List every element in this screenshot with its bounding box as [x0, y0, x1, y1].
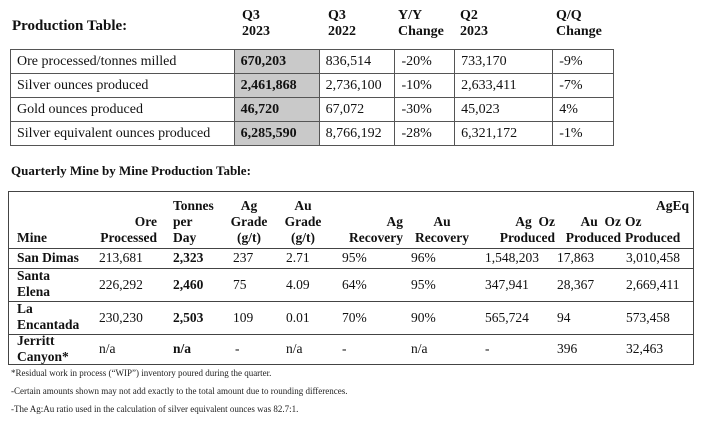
production-table — [8, 4, 620, 141]
mine-name — [17, 301, 79, 333]
table-row — [11, 98, 614, 122]
ageq-oz-produced-value: 573,458 — [626, 310, 670, 325]
au-oz-produced-value: 28,367 — [557, 277, 595, 292]
header-q2-l2: 2023 — [460, 24, 488, 39]
mine-name-l1: Jerritt — [17, 333, 55, 348]
header-ore-l1: Ore — [134, 214, 157, 229]
q3-2023-value: 46,720 — [234, 98, 319, 122]
yy-change-value: -30% — [395, 98, 455, 122]
q3-2023-value: 2,461,868 — [234, 74, 319, 98]
footnote-ratio: -The Ag:Au ratio used in the calculation of silver equivalent ounces was 82.7:1. — [11, 404, 299, 414]
ag-oz-produced-value: 1,548,203 — [485, 250, 539, 265]
mine-name-l2: Elena — [17, 284, 51, 299]
qq-change-value: -1% — [553, 122, 614, 146]
header-ageq-l1: AgEq — [655, 198, 689, 213]
mine-name-l1: San Dimas — [17, 250, 79, 265]
ageq-oz-produced-value: 2,669,411 — [626, 277, 680, 292]
header-q3-2023-l2: 2023 — [242, 24, 270, 39]
header-ageq-l2: Oz — [625, 214, 642, 229]
au-grade-value: 4.09 — [286, 277, 310, 292]
yy-change-value: -28% — [395, 122, 455, 146]
header-ag-rec-l1: Ag — [386, 214, 403, 229]
ag-oz-produced-value: - — [485, 341, 490, 356]
tonnes-per-day-value: 2,460 — [173, 277, 204, 292]
header-tpd-l3: Day — [173, 230, 197, 245]
q3-2022-value: 8,766,192 — [319, 122, 395, 146]
q2-2023-value: 733,170 — [455, 50, 553, 74]
header-au-grade — [283, 198, 323, 246]
tonnes-per-day-value: 2,323 — [173, 250, 204, 265]
au-recovery-value: n/a — [411, 341, 428, 356]
yy-change-value: -10% — [395, 74, 455, 98]
au-grade-value: 0.01 — [286, 310, 310, 325]
ore-processed-value: 226,292 — [99, 277, 143, 292]
header-q3-2023 — [242, 8, 270, 40]
qq-change-value: -7% — [553, 74, 614, 98]
header-tpd-l2: per — [173, 214, 193, 229]
q3-2023-value: 6,285,590 — [234, 122, 319, 146]
mine-name — [17, 268, 50, 300]
ageq-oz-produced-value: 32,463 — [626, 341, 664, 356]
ag-recovery-value: 64% — [342, 277, 367, 292]
ag-grade-value: 109 — [233, 310, 254, 325]
ag-grade-value: 75 — [233, 277, 247, 292]
header-q3-2022 — [328, 8, 356, 40]
q3-2022-value: 67,072 — [319, 98, 395, 122]
mine-name-l2: Canyon* — [17, 349, 69, 364]
qq-change-value: 4% — [553, 98, 614, 122]
header-mine-text: Mine — [17, 230, 47, 245]
header-ageq-l3: Produced — [625, 230, 681, 245]
mine-name — [17, 333, 69, 365]
header-qq-change — [556, 8, 602, 40]
tonnes-per-day-value: 2,503 — [173, 310, 204, 325]
qq-change-value: -9% — [553, 50, 614, 74]
row-label: Gold ounces produced — [11, 98, 235, 122]
header-au-recovery — [409, 214, 475, 246]
ore-processed-value: 213,681 — [99, 250, 143, 265]
ore-processed-value: n/a — [99, 341, 116, 356]
table-row — [11, 50, 614, 74]
header-q3-2023-l1: Q3 — [242, 8, 260, 23]
table-row — [9, 301, 693, 335]
header-ag-oz-l2: Produced — [499, 230, 555, 245]
q3-2022-value: 836,514 — [319, 50, 395, 74]
header-ag-rec-l2: Recovery — [349, 230, 403, 245]
header-yy-l2: Change — [398, 24, 444, 39]
mine-table-title: Quarterly Mine by Mine Production Table: — [11, 163, 251, 178]
ag-recovery-value: 95% — [342, 250, 367, 265]
au-oz-produced-value: 17,863 — [557, 250, 595, 265]
ag-recovery-value: - — [342, 341, 347, 356]
header-au-oz-l2: Produced — [565, 230, 621, 245]
header-yy-l1: Y/Y — [398, 8, 423, 23]
header-au-grade-l1: Au — [294, 198, 312, 213]
header-ag-recovery — [339, 214, 403, 246]
ag-recovery-value: 70% — [342, 310, 367, 325]
production-table-header — [8, 4, 620, 44]
mine-production-table — [8, 191, 694, 365]
row-label: Silver equivalent ounces produced — [11, 122, 235, 146]
footnote-rounding: -Certain amounts shown may not add exactly to the total amount due to rounding differences. — [11, 386, 348, 396]
table-row — [11, 122, 614, 146]
header-au-grade-l3: (g/t) — [291, 230, 315, 245]
table-row — [9, 268, 693, 302]
header-ore-l2: Processed — [100, 230, 157, 245]
header-au-rec-l2: Recovery — [415, 230, 469, 245]
ag-grade-value: - — [235, 341, 240, 356]
header-q3-2022-l2: 2022 — [328, 24, 356, 39]
header-ag-oz-l1: Ag Oz — [515, 214, 555, 229]
header-q2-l1: Q2 — [460, 8, 478, 23]
header-q2-2023 — [460, 8, 488, 40]
q3-2023-value: 670,203 — [234, 50, 319, 74]
production-table-title: Production Table: — [12, 18, 128, 34]
table-row — [9, 248, 693, 269]
mine-name-l2: Encantada — [17, 317, 80, 332]
yy-change-value: -20% — [395, 50, 455, 74]
production-grid — [10, 49, 614, 146]
mine-name-l1: Santa — [17, 268, 51, 283]
row-label: Silver ounces produced — [11, 74, 235, 98]
mine-table-header — [9, 192, 693, 249]
au-recovery-value: 96% — [411, 250, 436, 265]
ageq-oz-produced-value: 3,010,458 — [626, 250, 680, 265]
au-grade-value: 2.71 — [286, 250, 310, 265]
row-label: Ore processed/tonnes milled — [11, 50, 235, 74]
mine-name — [17, 250, 79, 266]
ag-grade-value: 237 — [233, 250, 254, 265]
ag-oz-produced-value: 565,724 — [485, 310, 529, 325]
au-oz-produced-value: 94 — [557, 310, 571, 325]
header-q3-2022-l1: Q3 — [328, 8, 346, 23]
header-ag-grade-l2: Grade — [230, 214, 268, 229]
ore-processed-value: 230,230 — [99, 310, 143, 325]
au-recovery-value: 90% — [411, 310, 436, 325]
header-ag-grade — [229, 198, 269, 246]
header-au-oz-produced — [557, 214, 621, 246]
ag-oz-produced-value: 347,941 — [485, 277, 529, 292]
header-qq-l2: Change — [556, 24, 602, 39]
header-ag-oz-produced — [481, 214, 555, 246]
q2-2023-value: 6,321,172 — [455, 122, 553, 146]
au-oz-produced-value: 396 — [557, 341, 578, 356]
q3-2022-value: 2,736,100 — [319, 74, 395, 98]
header-au-grade-l2: Grade — [284, 214, 322, 229]
header-tonnes-per-day — [173, 198, 214, 246]
au-recovery-value: 95% — [411, 277, 436, 292]
header-ore-processed — [87, 214, 157, 246]
header-ag-grade-l3: (g/t) — [237, 230, 261, 245]
header-ag-grade-l1: Ag — [240, 198, 258, 213]
header-ageq-oz-produced — [625, 198, 689, 246]
q2-2023-value: 45,023 — [455, 98, 553, 122]
mine-name-l1: La — [17, 301, 33, 316]
header-mine — [17, 230, 47, 246]
header-au-rec-l1: Au — [433, 214, 451, 229]
table-row — [11, 74, 614, 98]
header-yy-change — [398, 8, 444, 40]
header-tpd-l1: Tonnes — [173, 198, 214, 213]
header-qq-l1: Q/Q — [556, 8, 582, 23]
q2-2023-value: 2,633,411 — [455, 74, 553, 98]
au-grade-value: n/a — [286, 341, 303, 356]
tonnes-per-day-value: n/a — [173, 341, 192, 356]
footnote-wip: *Residual work in process (“WIP”) inventory poured during the quarter. — [11, 368, 272, 378]
header-au-oz-l1: Au Oz — [580, 214, 621, 229]
table-row — [9, 334, 693, 364]
